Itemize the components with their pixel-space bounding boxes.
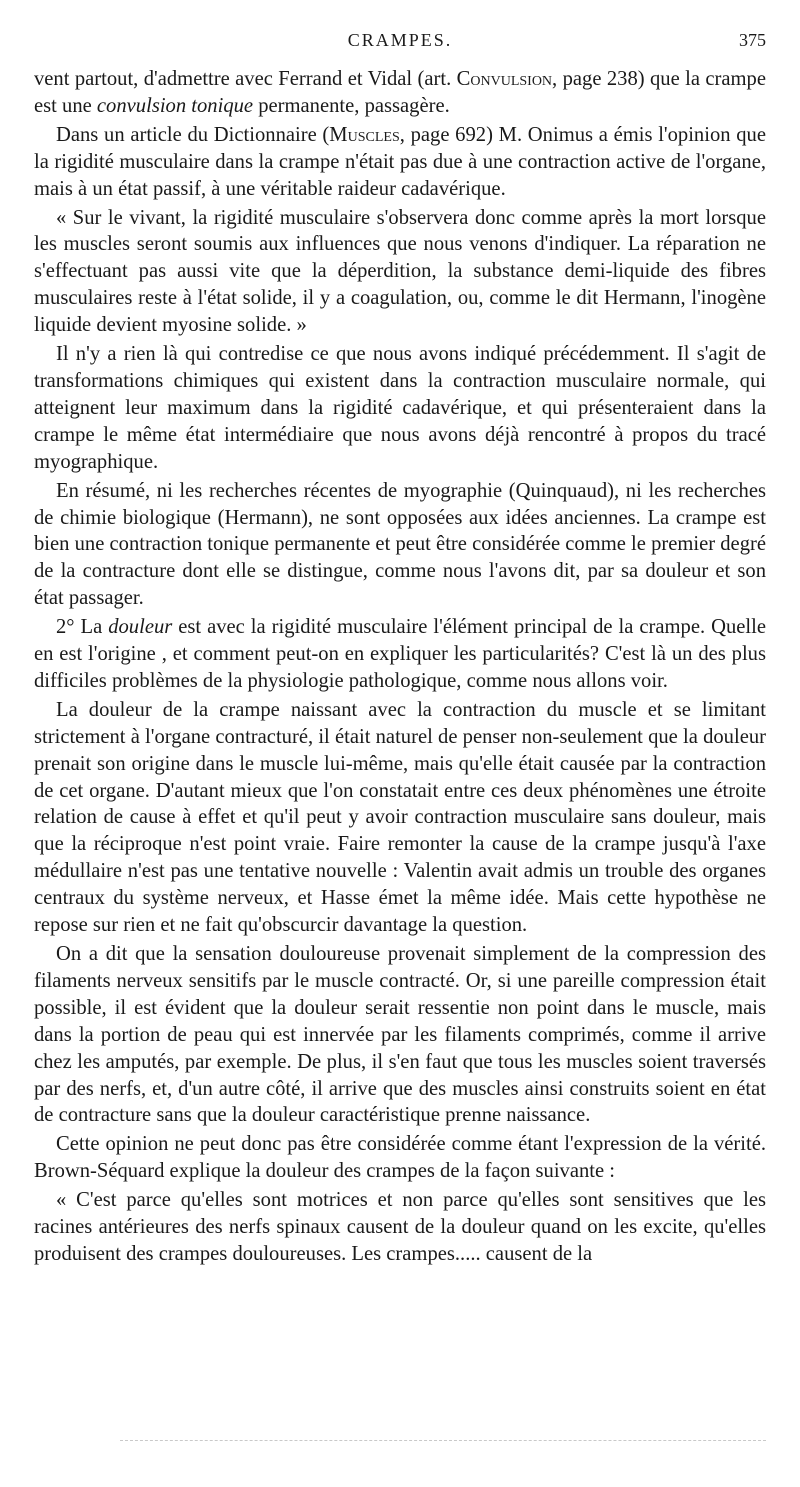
text-run: Dans un article du Dictionnaire (: [56, 123, 330, 146]
text-run: 2° La: [56, 616, 109, 639]
paragraph-1: [34, 66, 766, 120]
running-title: CRAMPES.: [347, 30, 453, 50]
page-number: 375: [739, 30, 766, 50]
paragraph-8: On a dit que la sensation douloureuse provenait simplement de la compression des filaments nerveux sensitifs par le muscle contracté. Or, si une pareille compression était possible, il est évident que la douleur serait ressentie non point dans le muscle, mais dans la portion de peau qui est innervée par les filaments comprimés, comme il arrive chez les amputés, par exemple. De plus, il s'en faut que tous les muscles soient traversés par des nerfs, et, d'un autre côté, il arrive que des muscles ainsi construits soient en état de contracture sans que la douleur caractéristique prenne naissance.: [34, 943, 766, 1127]
paragraph-5: En résumé, ni les recherches récentes de myographie (Quinquaud), ni les recherches de chimie biologique (Hermann), ne sont opposées aux idées anciennes. La crampe est bien une contraction tonique permanente et peut être considérée comme le premier degré de la contracture dont elle se distingue, comme nous l'avons dit, par sa douleur et son état passager.: [34, 479, 766, 610]
paragraph-6: [34, 614, 766, 695]
running-header: [34, 30, 766, 56]
emphasis: douleur: [108, 616, 173, 639]
paragraph-4: Il n'y a rien là qui contredise ce que nous avons indiqué précédemment. Il s'agit de transformations chimiques qui existent dans la contraction musculaire normale, qui atteignent leur maximum dans la rigidité cadavérique, et qui présenteraient dans la crampe le même état intermédiaire que nous avons déjà rencontré à propos du tracé myographique.: [34, 343, 766, 473]
body-text: [34, 66, 766, 1268]
paragraph-10-quotation: « C'est parce qu'elles sont motrices et non parce qu'elles sont sensitives que les racines antérieures des nerfs spinaux causent de la douleur quand on les excite, qu'elles produisent des crampes douloureuses. Les crampes..... causent de la: [34, 1189, 766, 1265]
emphasis: convulsion tonique: [96, 94, 254, 117]
article-reference: Muscles: [329, 123, 400, 146]
text-run: permanente, passagère.: [253, 94, 450, 117]
paragraph-9: Cette opinion ne peut donc pas être considérée comme étant l'expression de la vérité. Brown-Séquard explique la douleur des crampes de la façon suivante :: [34, 1133, 766, 1183]
paragraph-3-quotation: « Sur le vivant, la rigidité musculaire s'observera donc comme après la mort lorsque les muscles seront soumis aux influences que nous venons d'indiquer. La réparation ne s'effectuant pas aussi vite que la déperdition, la substance demi-liquide des fibres musculaires reste à l'état solide, il y a coagulation, ou, comme le dit Hermann, l'inogène liquide devient myosine solide. »: [34, 206, 766, 337]
text-run: vent partout, d'admettre avec Ferrand et Vidal (art.: [34, 68, 457, 90]
footer-rule: [120, 1440, 766, 1441]
article-reference: Convulsion: [456, 68, 553, 90]
text-run: est avec la rigidité musculaire l'élément principal de la crampe. Quelle en est l'origine , et comment peut-on en expliquer les particularités? C'est là un des plus difficiles problèmes de la physiologie pathologique, comme nous allons voir.: [34, 616, 766, 692]
paragraph-7: La douleur de la crampe naissant avec la contraction du muscle et se limitant strictement à l'organe contracturé, il était naturel de penser non-seulement que la douleur prenait son origine dans le muscle lui-même, mais qu'elle était causée par la contraction de cet organe. D'autant mieux que l'on constatait entre ces deux phénomènes une étroite relation de cause à effet et qu'il peut y avoir contraction musculaire sans douleur, mais que la réciproque n'est point vraie. Faire remonter la cause de la crampe jusqu'à l'axe médullaire n'est pas une tentative nouvelle : Valentin avait admis un trouble des organes centraux du système nerveux, et Hasse émet la même idée. Mais cette hypothèse ne repose sur rien et ne fait qu'obscurcir davantage la question.: [34, 698, 766, 937]
paragraph-2: [34, 122, 766, 203]
text-run: , page 692) M. Onimus a émis l'opinion que la rigidité musculaire dans la crampe n'était pas due à une contraction active de l'organe, mais à un état passif, à une véritable raideur cadavérique.: [34, 123, 766, 200]
text-run: , page 238) que la crampe est une: [34, 68, 766, 117]
